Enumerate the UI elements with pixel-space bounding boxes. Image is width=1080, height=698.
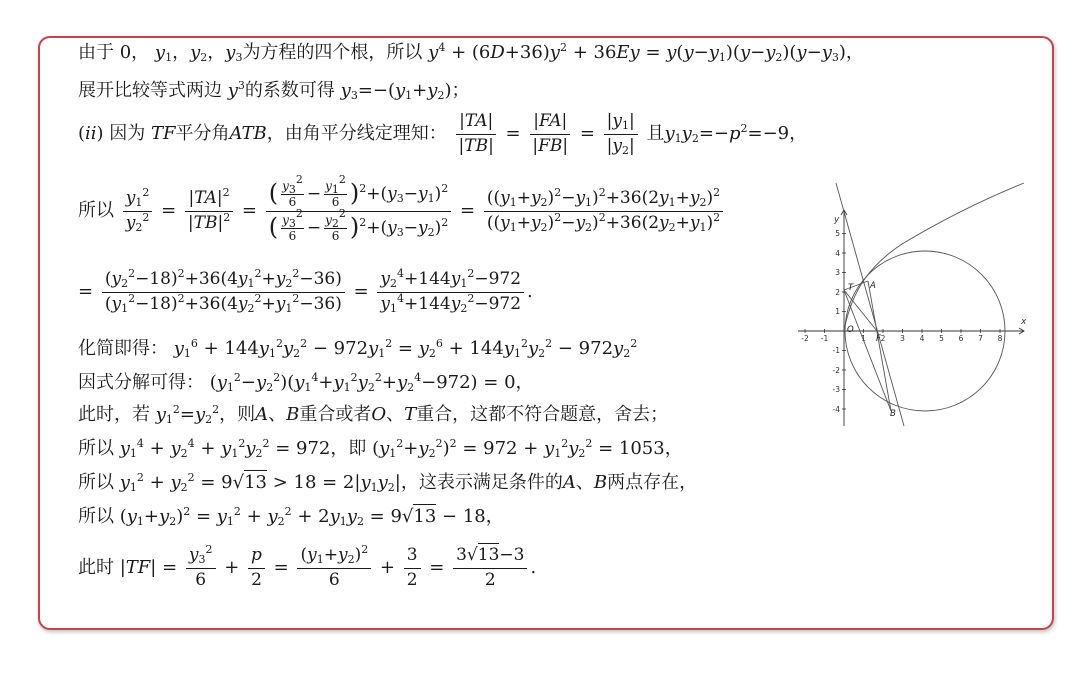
line-9-text-a: 所以 bbox=[78, 438, 114, 459]
fraction-y3sq-6: $\frac{y_3^2}{6}$ bbox=[186, 546, 216, 590]
fraction-ta-tb: $\frac{|TA|}{|TB|}$ bbox=[456, 112, 497, 156]
y-tick-label: 2 bbox=[835, 288, 840, 297]
fraction-sum-6: $\frac{(y_1+y_2)^2}{6}$ bbox=[297, 546, 371, 590]
line-6-text-a: 化简即得： bbox=[78, 338, 168, 359]
line-10-text-c: 两点存在， bbox=[607, 472, 698, 493]
y-tick-label: 5 bbox=[835, 229, 840, 238]
line-10-text-a: 所以 bbox=[78, 472, 114, 493]
line-8-text-d: 重合，这都不符合题意，舍去； bbox=[416, 404, 669, 425]
line-2-text-a: 展开比较等式两边 bbox=[78, 80, 222, 101]
point-f-label: F bbox=[876, 334, 881, 344]
fraction-tasq-tbsq: $\frac{|TA|^2}{|TB|^2}$ bbox=[185, 189, 233, 233]
line-12: 此时 |TF| = $\frac{y_3^2}{6}$ + $\frac{p}{2}$ = $\frac{(y_1+y_2)^2}{6}$ + $\frac{3}{2}$ = $\frac{3√13-3}{2}$ . bbox=[78, 543, 537, 590]
line-3: (ii) 因为 TF平分角ATB，由角平分线定理知： $\frac{|TA|}{|TB|}$ = $\frac{|FA|}{|FB|}$ = $\frac{|y_1|}{|y_2|}$ 且$y_1y_2=-p^2=-9$， bbox=[78, 111, 808, 157]
point-b-label: B bbox=[890, 409, 896, 419]
line-2-text-b: 的系数可得 bbox=[244, 80, 335, 101]
fraction-result: $\frac{3√13-3}{2}$ bbox=[453, 546, 527, 590]
line-1-text-a: 由于 0， bbox=[78, 42, 150, 63]
line-5: = $\frac{(y_2^2-18)^2+36(4y_1^2+y_2^2-36)}{(y_1^2-18)^2+36(4y_2^2+y_1^2-36)}$ = $\frac{y_2^4+144y_1^2-972}{y_1^4+144y_2^2-972}$ . bbox=[78, 267, 533, 315]
geometry-figure bbox=[792, 178, 1032, 433]
line-4-text-a: 所以 bbox=[78, 200, 114, 222]
line-7-text-a: 因式分解可得： bbox=[78, 372, 204, 393]
y-tick-label: 1 bbox=[835, 307, 840, 316]
x-tick-label: -1 bbox=[820, 334, 829, 343]
line-12-text-a: 此时 bbox=[78, 557, 114, 579]
line-10: 所以 $y_1^2 + y_2^2 = 9√13 > 18 = 2|y_1y_2|$，这表示满足条件的A、B两点存在， bbox=[78, 471, 698, 494]
line-9: 所以 $y_1^4 + y_2^4 + y_1^2y_2^2 = 972$，即 $(y_1^2+y_2^2)^2 = 972 + y_1^2y_2^2 = 1053$， bbox=[78, 437, 683, 460]
line-6: 化简即得： $y_1^6 + 144y_1^2y_2^2 - 972y_1^2 = y_2^6 + 144y_1^2y_2^2 - 972y_2^2$ bbox=[78, 337, 638, 360]
fraction-y1sq-y2sq: $\frac{y_1^2}{y_2^2}$ bbox=[123, 189, 153, 233]
x-tick-label: 1 bbox=[861, 334, 866, 343]
line-2: 展开比较等式两边 $y^3$的系数可得 $y_3=-(y_1+y_2)$； bbox=[78, 79, 470, 102]
y-tick-label: -2 bbox=[832, 366, 840, 375]
fraction-y1-y2: $\frac{|y_1|}{|y_2|}$ bbox=[604, 112, 638, 156]
line-10-text-b: ，这表示满足条件的 bbox=[400, 472, 563, 493]
line-11-text-a: 所以 bbox=[78, 506, 114, 527]
fraction-big-a: ( $\frac{y_3^2}{6}$ − $\frac{y_1^2}{6}$ )$^2+(y_3-y_1)^2$ ( $\frac{y_3^2}{6}$ − $\frac{y_2^2}{6}$ )$^2+(y_3-y_2)^2$ bbox=[266, 180, 452, 242]
fraction-p-2: $\frac{p}{2}$ bbox=[248, 546, 265, 590]
line-3-text-b: 平分角 bbox=[175, 123, 230, 145]
line-8-text-c: 重合或者 bbox=[299, 404, 372, 425]
x-tick-label: 8 bbox=[997, 334, 1003, 343]
fraction-fa-fb: $\frac{|FA|}{|FB|}$ bbox=[529, 112, 571, 156]
y-tick-label: -4 bbox=[832, 405, 840, 414]
y-tick-label: -3 bbox=[832, 385, 840, 394]
x-tick-label: 3 bbox=[900, 334, 905, 343]
line-8: 此时，若 $y_1^2=y_2^2$，则A、B重合或者O、T重合，这都不符合题意，舍去； bbox=[78, 403, 669, 426]
y-tick-label: -1 bbox=[832, 346, 840, 355]
x-tick-label: 4 bbox=[919, 334, 925, 343]
fraction-d: $\frac{y_2^4+144y_1^2-972}{y_1^4+144y_2^2-972}$ bbox=[377, 270, 524, 314]
line-9-text-b: ，即 bbox=[330, 438, 367, 459]
line-3-text-d: 且 bbox=[646, 123, 665, 145]
line-4: 所以 $\frac{y_1^2}{y_2^2}$ = $\frac{|TA|^2}{|TB|^2}$ = ( $\frac{y_3^2}{6}$ − $\frac{y_1^2}{6}$ )$^2+(y_3-y_1)^2$ ( $\frac{y_3^2}{6}$ − $\frac{y_2^2}{6}$ )$^2+(y_3-y_2)^2$ = $\frac{((y_1+y_2)^2-y_1)^2+36(2y_1+y_2)^2}{((y_1+y_2)^2-y_2)^2+36(2y_2+y_1)^2}$ bbox=[78, 180, 726, 242]
line-7: 因式分解可得： $(y_1^2-y_2^2)(y_1^4+y_1^2y_2^2+y_2^4-972) = 0$， bbox=[78, 371, 534, 394]
point-a-label: A bbox=[870, 281, 876, 291]
line-11: 所以 $(y_1+y_2)^2 = y_1^2 + y_2^2 + 2y_1y_2 = 9√13 - 18$， bbox=[78, 505, 504, 528]
y-tick-label: 3 bbox=[835, 268, 840, 277]
line-a-b bbox=[868, 281, 891, 411]
x-axis-label: x bbox=[1021, 317, 1027, 327]
fraction-3-2: $\frac{3}{2}$ bbox=[404, 546, 421, 590]
point-t-label: T bbox=[848, 283, 854, 293]
fraction-big-b: $\frac{((y_1+y_2)^2-y_1)^2+36(2y_1+y_2)^2}{((y_1+y_2)^2-y_2)^2+36(2y_2+y_1)^2}$ bbox=[484, 189, 723, 233]
y-axis-label: y bbox=[834, 215, 840, 225]
x-tick-label: -2 bbox=[801, 334, 809, 343]
fraction-c: $\frac{(y_2^2-18)^2+36(4y_1^2+y_2^2-36)}{(y_1^2-18)^2+36(4y_2^2+y_1^2-36)}$ bbox=[102, 270, 345, 314]
line-3-text-a: 因为 bbox=[109, 123, 146, 145]
line-t-b bbox=[844, 290, 891, 411]
x-tick-label: 2 bbox=[880, 334, 886, 343]
line-3-text-c: ，由角平分线定理知： bbox=[266, 123, 447, 145]
line-1-text-b: 为方程的四个根，所以 bbox=[242, 42, 423, 63]
line-8-text-a: 此时，若 bbox=[78, 404, 150, 425]
x-tick-label: 7 bbox=[978, 334, 983, 343]
y-tick-label: 4 bbox=[835, 249, 840, 258]
line-1: 由于 0， $y_1$，$y_2$，$y_3$为方程的四个根，所以 $y^4 + (6D+36)y^2 + 36Ey = y(y-y_1)(y-y_2)(y-y_3)$， bbox=[78, 41, 864, 64]
line-8-text-b: ，则 bbox=[219, 404, 256, 425]
x-tick-label: 6 bbox=[958, 334, 964, 343]
point-o-label: O bbox=[847, 325, 854, 335]
x-tick-label: 5 bbox=[939, 334, 944, 343]
